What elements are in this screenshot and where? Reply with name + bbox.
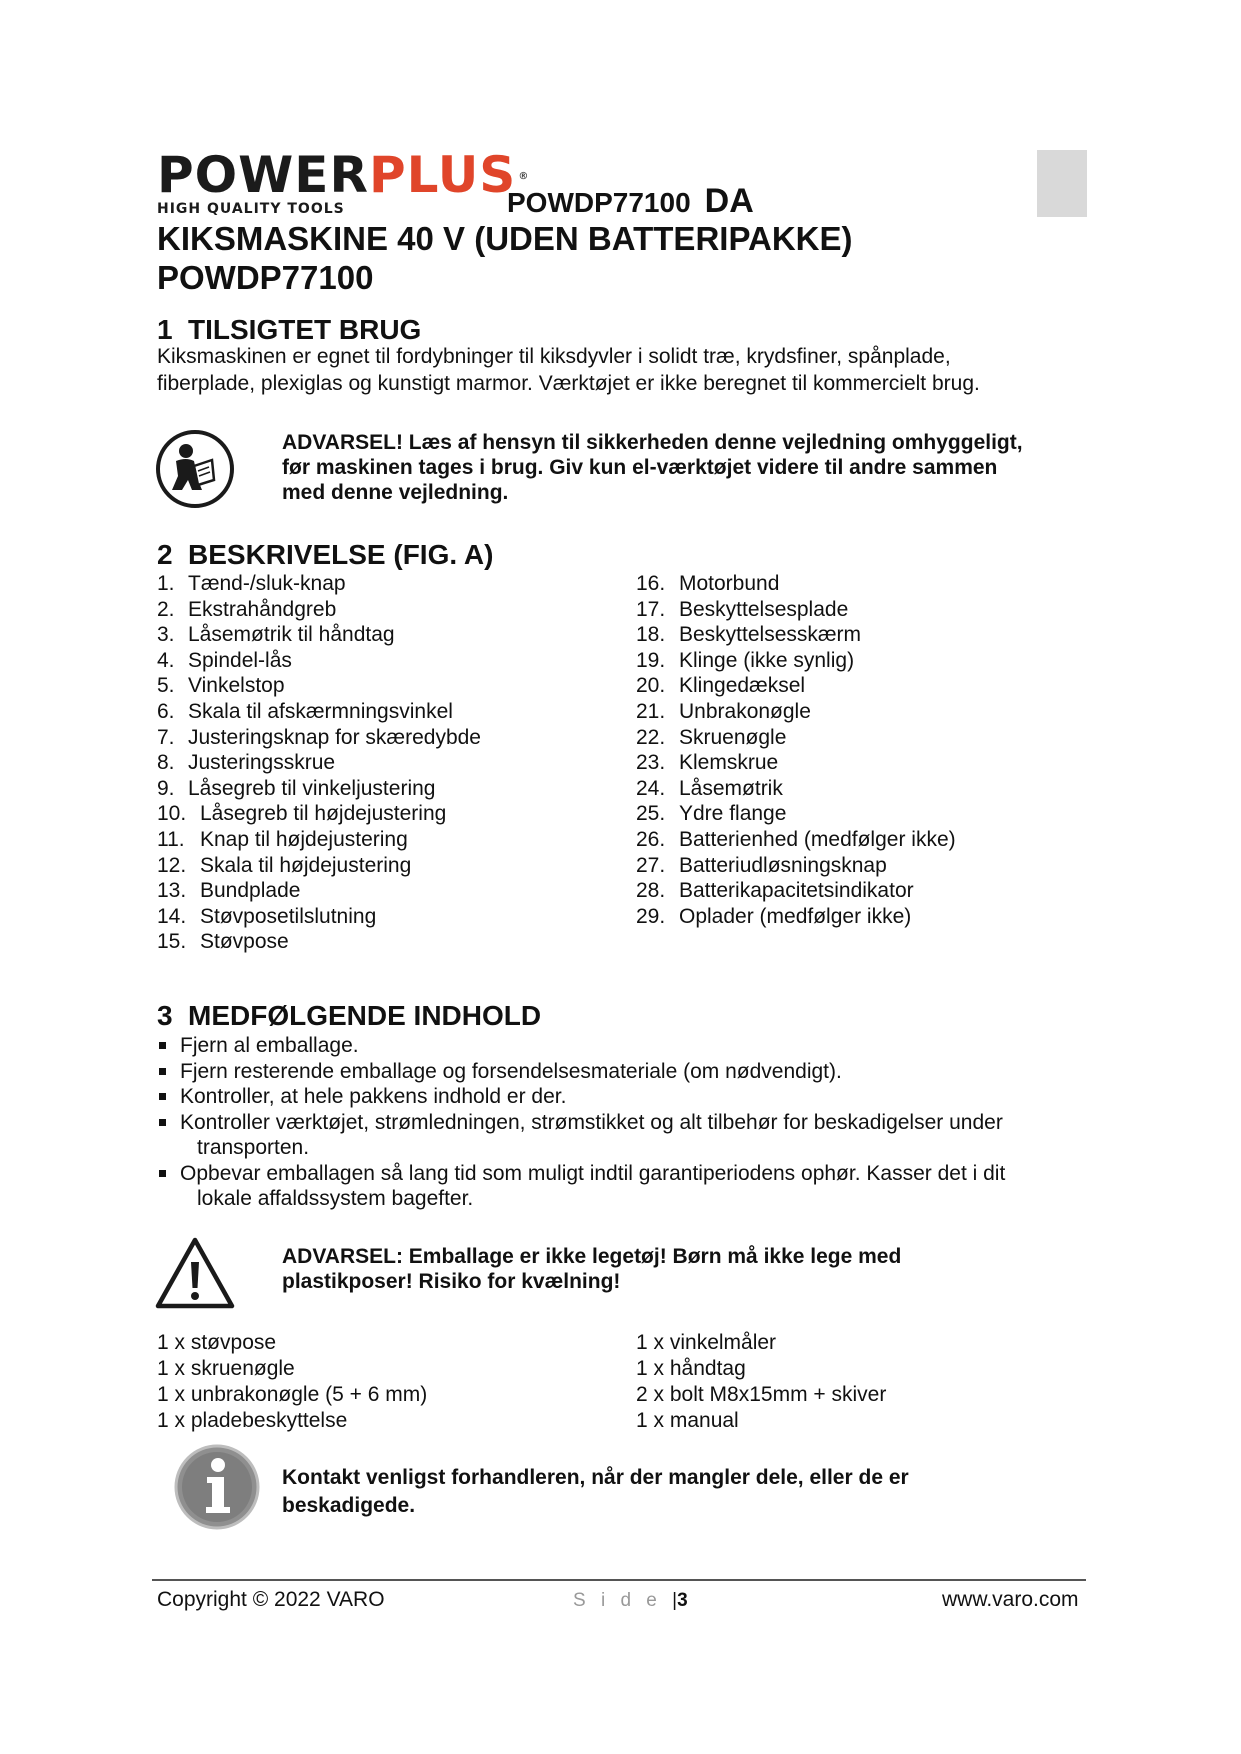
info-note bbox=[282, 1464, 909, 1520]
package-contents-left bbox=[157, 1330, 427, 1434]
section-1-title: TILSIGTET BRUG bbox=[188, 314, 422, 345]
section-1-heading bbox=[157, 314, 421, 346]
section-3-heading bbox=[157, 1000, 541, 1032]
section-3-warning bbox=[282, 1244, 901, 1294]
list-item: 17. Beskyttelsesplade bbox=[636, 597, 849, 621]
section-2-heading bbox=[157, 539, 493, 571]
info-note-line1: Kontakt venligst forhandleren, når der mangler dele, eller de er bbox=[282, 1466, 909, 1489]
header-model-code bbox=[507, 182, 754, 221]
package-contents-right bbox=[636, 1330, 886, 1434]
list-item: Opbevar emballagen så lang tid som muligt indtil garantiperiodens ophør. Kasser det i dit lokale affaldssystem bagefter. bbox=[157, 1161, 1077, 1212]
list-item: 16. Motorbund bbox=[636, 572, 780, 595]
section-1-warning-line3: med denne vejledning. bbox=[282, 481, 509, 504]
logo-registered-mark: ® bbox=[518, 171, 530, 182]
section-1-text bbox=[157, 343, 980, 397]
list-item: 1 x håndtag bbox=[636, 1357, 746, 1380]
list-item: 10. Låsegreb til højdejustering bbox=[157, 802, 447, 826]
model-code-text: POWDP77100 bbox=[507, 187, 691, 218]
list-item: 19. Klinge (ikke synlig) bbox=[636, 648, 855, 672]
footer-website: www.varo.com bbox=[942, 1588, 1079, 1611]
list-item: 2. Ekstrahåndgreb bbox=[157, 597, 337, 621]
info-note-line2: beskadigede. bbox=[282, 1494, 416, 1517]
list-item: 1 x manual bbox=[636, 1409, 739, 1432]
list-item: 8. Justeringsskrue bbox=[157, 751, 336, 775]
list-item: 15. Støvpose bbox=[157, 930, 289, 954]
section-2-title: BESKRIVELSE (FIG. A) bbox=[188, 539, 494, 570]
footer-copyright: Copyright © 2022 VARO bbox=[157, 1588, 385, 1611]
section-3-title: MEDFØLGENDE INDHOLD bbox=[188, 1000, 542, 1031]
footer-page-indicator bbox=[573, 1589, 688, 1613]
footer-page-label: S i d e bbox=[573, 1590, 662, 1611]
list-item: 29. Oplader (medfølger ikke) bbox=[636, 904, 912, 928]
description-list-left bbox=[157, 571, 481, 955]
page-title bbox=[157, 219, 853, 297]
list-item: Fjern resterende emballage og forsendelsesmateriale (om nødvendigt). bbox=[157, 1059, 1077, 1085]
list-item: 27. Batteriudløsningsknap bbox=[636, 853, 887, 877]
description-list-right bbox=[636, 571, 956, 929]
list-item: 7. Justeringsknap for skæredybde bbox=[157, 725, 481, 749]
list-item: 1 x støvpose bbox=[157, 1331, 277, 1354]
list-item: 20. Klingedæksel bbox=[636, 674, 806, 698]
list-item: 6. Skala til afskærmningsvinkel bbox=[157, 699, 453, 723]
list-item: 4. Spindel-lås bbox=[157, 648, 292, 672]
section-1-warning bbox=[282, 430, 1023, 505]
list-item: 26. Batterienhed (medfølger ikke) bbox=[636, 827, 956, 851]
section-2-number: 2 bbox=[157, 539, 173, 570]
list-item: Kontroller, at hele pakkens indhold er der. bbox=[157, 1084, 1077, 1110]
list-item: 5. Vinkelstop bbox=[157, 674, 285, 698]
section-3-warning-line2: plastikposer! Risiko for kvælning! bbox=[282, 1270, 621, 1293]
section-1-text-line2: fiberplade, plexiglas og kunstigt marmor. Værktøjet er ikke beregnet til kommercielt brug. bbox=[157, 372, 980, 395]
list-item: Kontroller værktøjet, strømledningen, strømstikket og alt tilbehør for beskadigelser under transporten. bbox=[157, 1110, 1077, 1161]
list-item: 23. Klemskrue bbox=[636, 751, 779, 775]
footer-page-separator: | bbox=[672, 1590, 678, 1611]
list-item: 1. Tænd-/sluk-knap bbox=[157, 572, 346, 595]
read-manual-icon bbox=[154, 428, 236, 510]
warning-triangle-icon bbox=[154, 1236, 236, 1310]
section-3-number: 3 bbox=[157, 1000, 173, 1031]
list-item: 1 x unbrakonøgle (5 + 6 mm) bbox=[157, 1383, 428, 1406]
list-item: 14. Støvposetilslutning bbox=[157, 904, 377, 928]
list-item: 22. Skruenøgle bbox=[636, 725, 787, 749]
logo-plus-text: PLUS bbox=[368, 146, 517, 204]
list-item: 18. Beskyttelsesskærm bbox=[636, 623, 862, 647]
list-item: 21. Unbrakonøgle bbox=[636, 699, 811, 723]
logo-power-text: POWER bbox=[157, 146, 369, 204]
list-item: 13. Bundplade bbox=[157, 879, 301, 903]
section-1-warning-line2: før maskinen tages i brug. Giv kun el-værktøjet videre til andre sammen bbox=[282, 456, 998, 479]
list-item: 24. Låsemøtrik bbox=[636, 776, 783, 800]
footer-page-number: 3 bbox=[677, 1590, 688, 1611]
section-1-warning-line1: ADVARSEL! Læs af hensyn til sikkerheden denne vejledning omhyggeligt, bbox=[282, 431, 1023, 454]
list-item: 1 x pladebeskyttelse bbox=[157, 1409, 348, 1432]
page-title-line2: POWDP77100 bbox=[157, 259, 374, 296]
list-item: 1 x vinkelmåler bbox=[636, 1331, 777, 1354]
list-item: 2 x bolt M8x15mm + skiver bbox=[636, 1383, 887, 1406]
language-code: DA bbox=[704, 182, 754, 220]
list-item: 12. Skala til højdejustering bbox=[157, 853, 412, 877]
section-1-number: 1 bbox=[157, 314, 173, 345]
logo-tagline: HIGH QUALITY TOOLS bbox=[157, 201, 345, 217]
brand-logo bbox=[157, 146, 530, 217]
list-item: 3. Låsemøtrik til håndtag bbox=[157, 623, 395, 647]
list-item: 28. Batterikapacitetsindikator bbox=[636, 879, 914, 903]
list-item: Fjern al emballage. bbox=[157, 1033, 1077, 1059]
list-item: 1 x skruenøgle bbox=[157, 1357, 295, 1380]
info-icon bbox=[173, 1443, 261, 1531]
footer-divider bbox=[152, 1579, 1086, 1581]
list-item: 11. Knap til højdejustering bbox=[157, 827, 408, 851]
list-item: 25. Ydre flange bbox=[636, 802, 787, 826]
section-3-bullet-list bbox=[157, 1033, 1077, 1212]
language-tab-marker bbox=[1037, 150, 1087, 217]
section-3-warning-line1: ADVARSEL: Emballage er ikke legetøj! Børn må ikke lege med bbox=[282, 1245, 902, 1268]
list-item: 9. Låsegreb til vinkeljustering bbox=[157, 776, 436, 800]
section-1-text-line1: Kiksmaskinen er egnet til fordybninger til kiksdyvler i solidt træ, krydsfiner, spånplade, bbox=[157, 345, 951, 368]
page-title-line1: KIKSMASKINE 40 V (UDEN BATTERIPAKKE) bbox=[157, 220, 853, 257]
